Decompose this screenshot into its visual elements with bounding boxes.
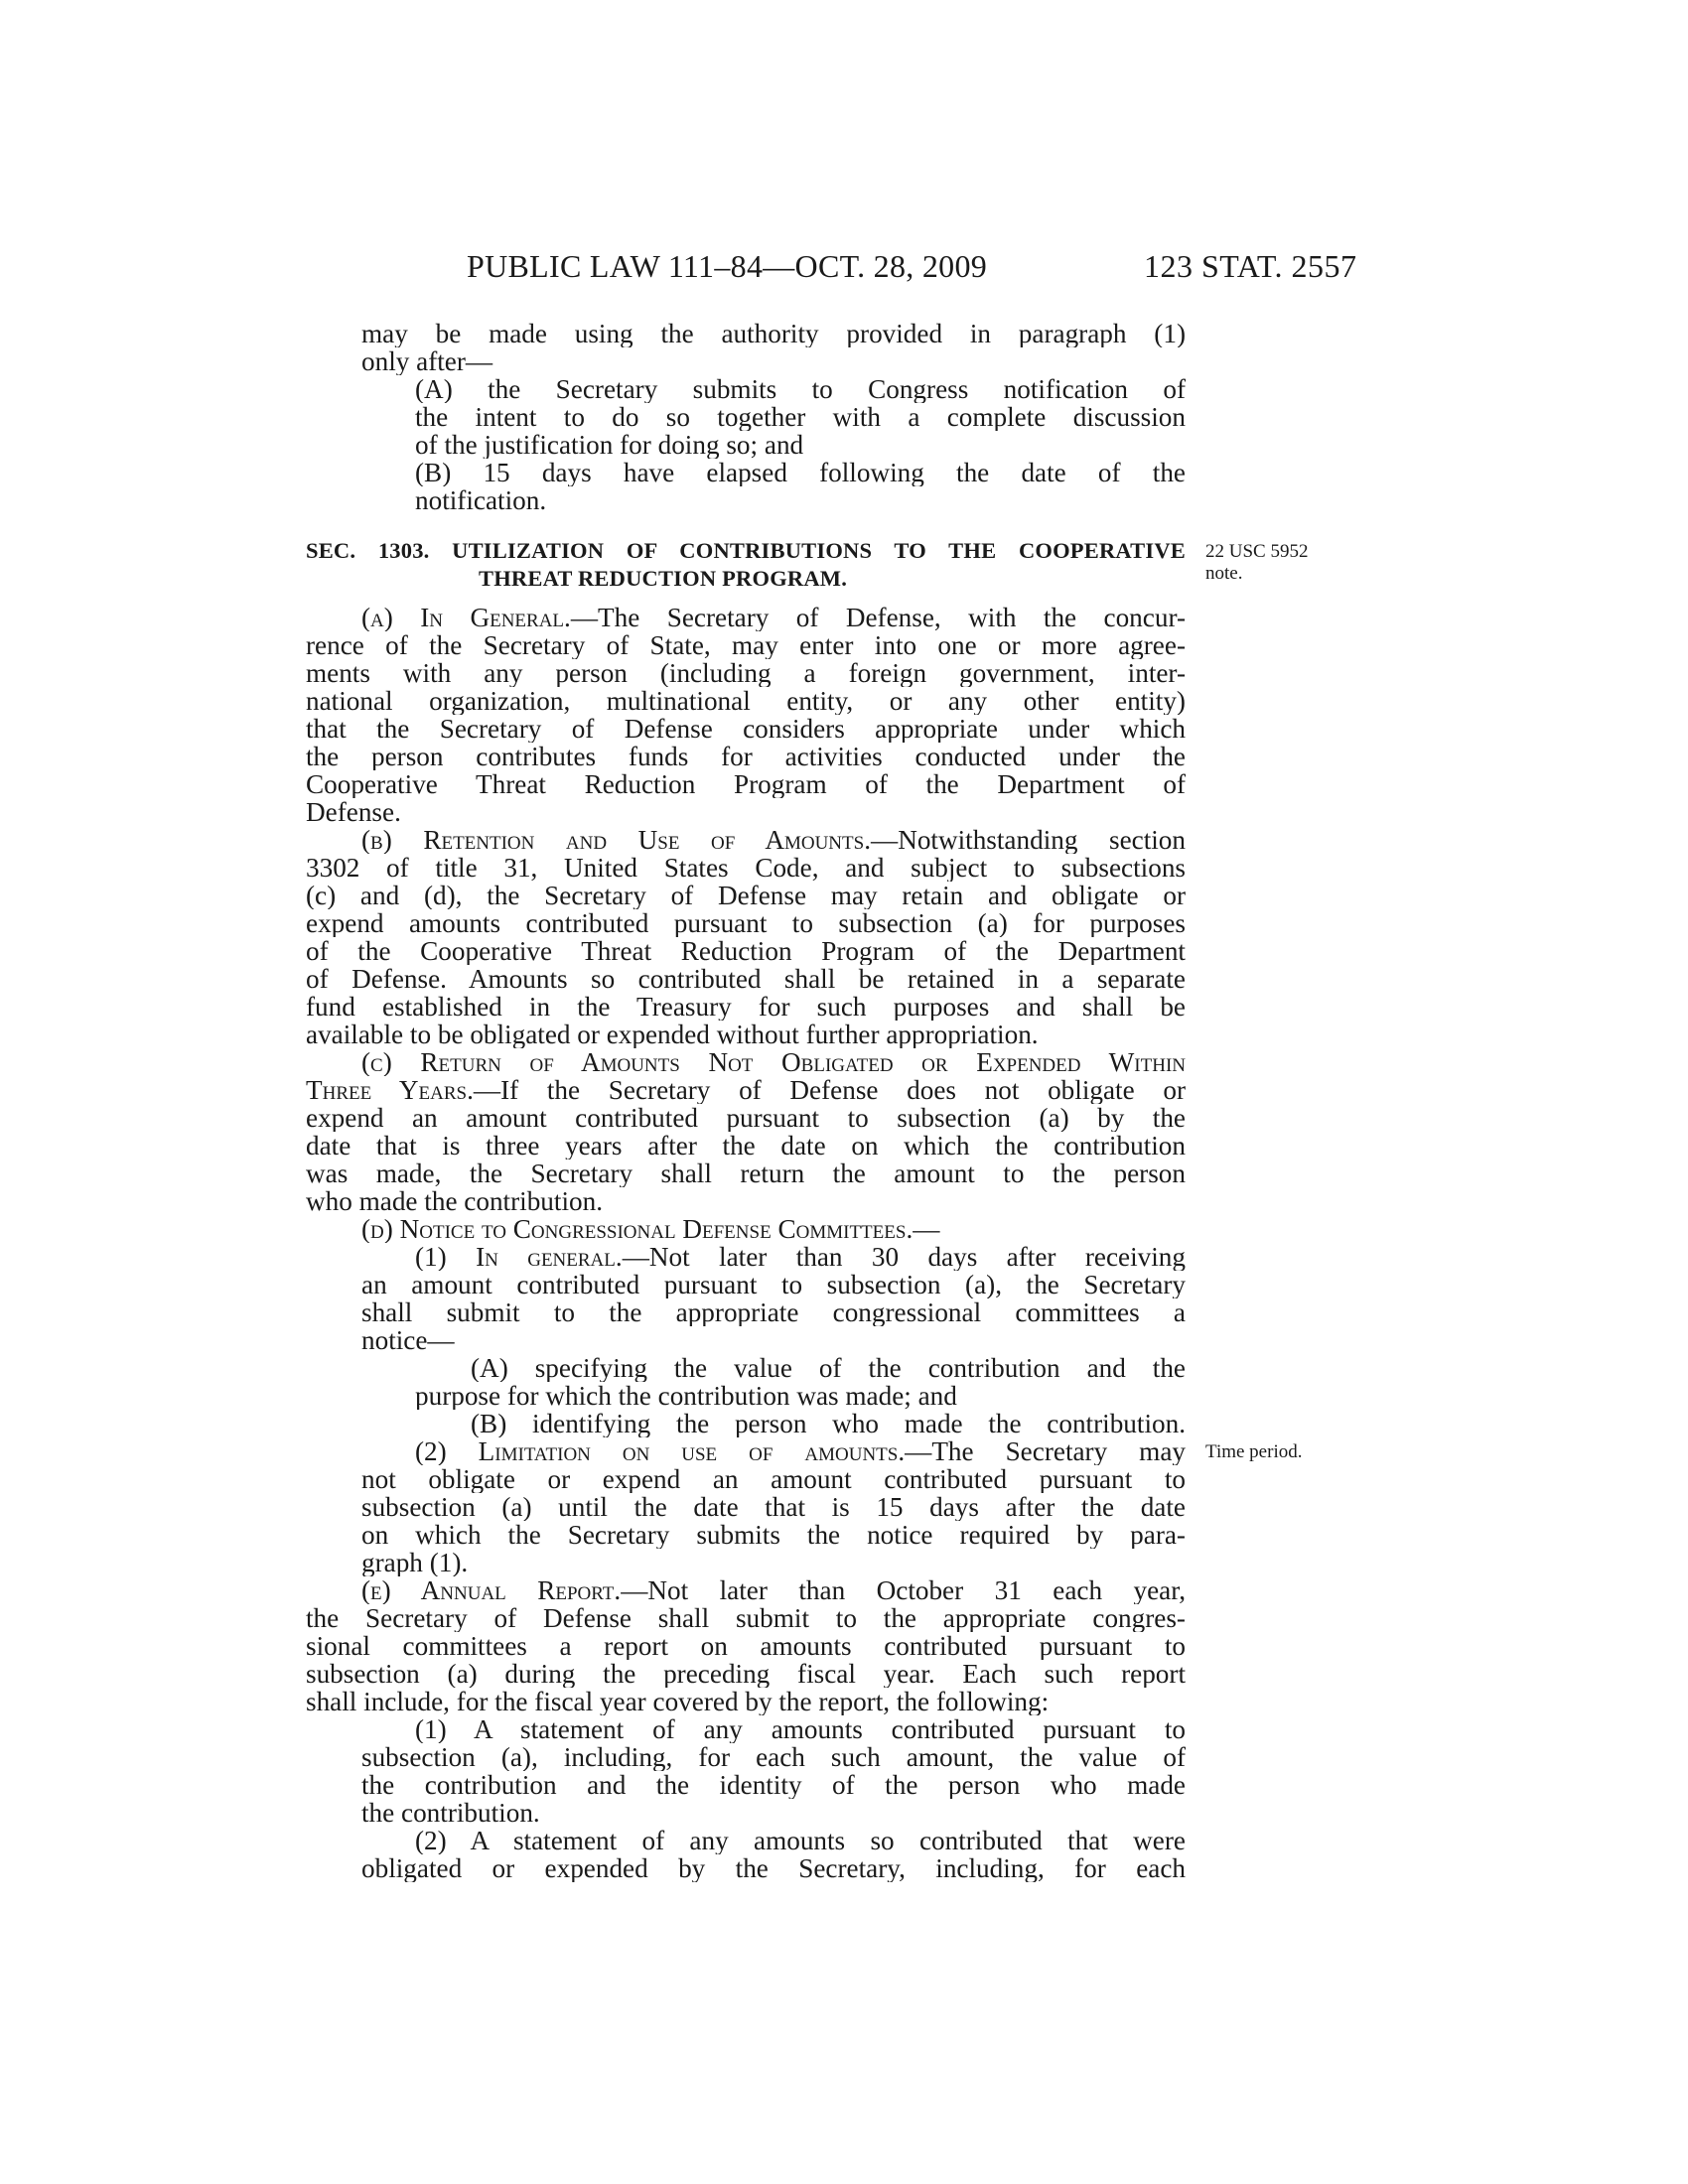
text-line: notification. bbox=[415, 486, 547, 514]
text-line: fund established in the Treasury for such purposes and shall be bbox=[306, 993, 1186, 1021]
text-line: was made, the Secretary shall return the amount to the person bbox=[306, 1160, 1186, 1187]
text-line: the intent to do so together with a complete discussion bbox=[415, 403, 1186, 431]
text-line: an amount contributed pursuant to subsection (a), the Secretary bbox=[361, 1271, 1186, 1298]
text-line: of the Cooperative Threat Reduction Program of the Department bbox=[306, 937, 1186, 965]
text-line: notice— bbox=[361, 1326, 455, 1354]
text-span: —Not later than 30 days after receiving bbox=[622, 1243, 1186, 1271]
text-line: (A) the Secretary submits to Congress notification of bbox=[415, 375, 1186, 403]
subsection-a-heading: (a) In General. bbox=[361, 604, 571, 631]
text-line: 3302 of title 31, United States Code, and subject to subsections bbox=[306, 854, 1186, 882]
section-heading-cont: THREAT REDUCTION PROGRAM. bbox=[479, 566, 848, 591]
text-span: —If the Secretary of Defense does not obligate or bbox=[473, 1076, 1186, 1104]
running-title: PUBLIC LAW 111–84—OCT. 28, 2009 bbox=[467, 248, 988, 284]
text-line: sional committees a report on amounts contributed pursuant to bbox=[306, 1632, 1186, 1660]
stat-page-number: 123 STAT. 2557 bbox=[1144, 248, 1357, 284]
text-line: (2) A statement of any amounts so contributed that were bbox=[415, 1827, 1186, 1854]
subsection-a-line bbox=[361, 604, 1186, 631]
text-line: Cooperative Threat Reduction Program of the Department of bbox=[306, 770, 1186, 798]
subsection-c-line bbox=[306, 1076, 1186, 1104]
text-line: obligated or expended by the Secretary, including, for each bbox=[361, 1854, 1186, 1882]
text-line: who made the contribution. bbox=[306, 1187, 603, 1215]
text-span: —Notwithstanding section bbox=[871, 826, 1186, 854]
text-line: shall include, for the fiscal year covered by the report, the following: bbox=[306, 1688, 1050, 1715]
text-line: expend amounts contributed pursuant to subsection (a) for purposes bbox=[306, 909, 1186, 937]
text-line: the person contributes funds for activities conducted under the bbox=[306, 743, 1186, 770]
text-line: the Secretary of Defense shall submit to the appropriate congres- bbox=[306, 1604, 1186, 1632]
text-line: ments with any person (including a foreign government, inter- bbox=[306, 659, 1186, 687]
text-line: that the Secretary of Defense considers appropriate under which bbox=[306, 715, 1186, 743]
text-line: (1) A statement of any amounts contributed pursuant to bbox=[415, 1715, 1186, 1743]
section-heading: SEC. 1303. UTILIZATION OF CONTRIBUTIONS TO THE COOPERATIVE bbox=[306, 538, 1186, 563]
text-line: not obligate or expend an amount contributed pursuant to bbox=[361, 1465, 1186, 1493]
margin-citation-note: note. bbox=[1205, 563, 1243, 584]
margin-citation: 22 USC 5952 bbox=[1205, 541, 1309, 562]
text-line: of Defense. Amounts so contributed shall be retained in a separate bbox=[306, 965, 1186, 993]
subsection-e-heading: (e) Annual Report. bbox=[361, 1576, 622, 1604]
paragraph-d2-line bbox=[415, 1437, 1186, 1465]
paragraph-d1-line bbox=[415, 1243, 1186, 1271]
text-line: national organization, multinational entity, or any other entity) bbox=[306, 687, 1186, 715]
text-line: on which the Secretary submits the notice required by para- bbox=[361, 1521, 1186, 1549]
text-line: graph (1). bbox=[361, 1549, 469, 1576]
text-line: expend an amount contributed pursuant to subsection (a) by the bbox=[306, 1104, 1186, 1132]
margin-time-period: Time period. bbox=[1205, 1441, 1303, 1462]
text-span: — bbox=[913, 1215, 940, 1243]
text-line: purpose for which the contribution was made; and bbox=[415, 1382, 957, 1410]
text-line: (c) and (d), the Secretary of Defense may retain and obligate or bbox=[306, 882, 1186, 909]
text-line: available to be obligated or expended without further appropriation. bbox=[306, 1021, 1039, 1048]
text-line: subsection (a) until the date that is 15 days after the date bbox=[361, 1493, 1186, 1521]
subsection-e-line bbox=[361, 1576, 1186, 1604]
text-line: (B) 15 days have elapsed following the date of the bbox=[415, 459, 1186, 486]
subsection-d-heading: (d) Notice to Congressional Defense Committees. bbox=[361, 1215, 914, 1243]
text-line: (B) identifying the person who made the contribution. bbox=[471, 1410, 1186, 1437]
text-line: subsection (a) during the preceding fiscal year. Each such report bbox=[306, 1660, 1186, 1688]
text-line: Defense. bbox=[306, 798, 401, 826]
text-line: subsection (a), including, for each such amount, the value of bbox=[361, 1743, 1186, 1771]
subsection-b-line bbox=[361, 826, 1186, 854]
subsection-c-heading-cont: Three Years. bbox=[306, 1076, 474, 1104]
subsection-b-heading: (b) Retention and Use of Amounts. bbox=[361, 826, 871, 854]
text-line: date that is three years after the date on which the contribution bbox=[306, 1132, 1186, 1160]
text-span: —Not later than October 31 each year, bbox=[621, 1576, 1186, 1604]
text-line: the contribution and the identity of the person who made bbox=[361, 1771, 1186, 1799]
text-line: only after— bbox=[361, 347, 493, 375]
subsection-c-heading: (c) Return of Amounts Not Obligated or Expended Within bbox=[361, 1048, 1186, 1076]
paragraph-d1-heading: (1) In general. bbox=[415, 1243, 623, 1271]
paragraph-d2-heading: (2) Limitation on use of amounts. bbox=[415, 1437, 906, 1465]
text-line: the contribution. bbox=[361, 1799, 540, 1827]
text-span: —The Secretary may bbox=[905, 1437, 1186, 1465]
text-line: shall submit to the appropriate congressional committees a bbox=[361, 1298, 1186, 1326]
text-line: (A) specifying the value of the contribution and the bbox=[471, 1354, 1186, 1382]
subsection-d-line bbox=[361, 1215, 1186, 1243]
text-line: may be made using the authority provided in paragraph (1) bbox=[361, 320, 1186, 347]
text-line: rence of the Secretary of State, may enter into one or more agree- bbox=[306, 631, 1186, 659]
text-line: of the justification for doing so; and bbox=[415, 431, 804, 459]
text-span: —The Secretary of Defense, with the concur- bbox=[570, 604, 1186, 631]
